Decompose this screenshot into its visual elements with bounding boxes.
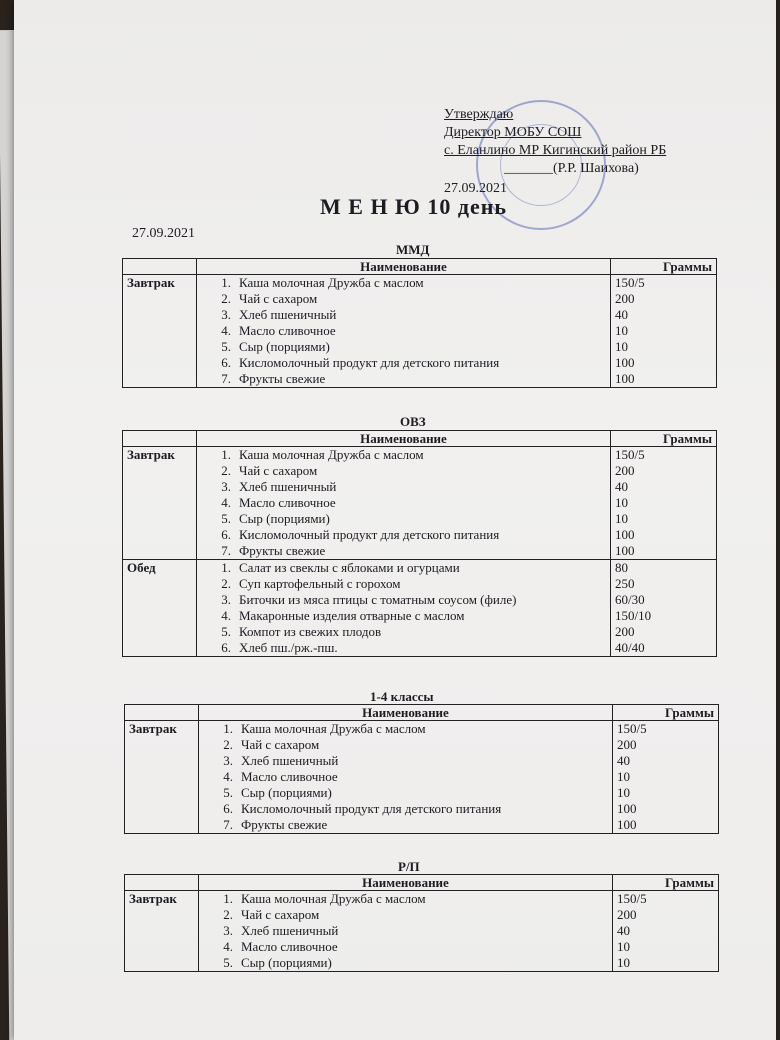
dish-grams: 100 (617, 801, 637, 816)
dish-name: Чай с сахаром (239, 463, 318, 478)
dish-grams: 10 (615, 323, 628, 338)
dish-number: 1. (221, 275, 231, 290)
dish-number: 3. (223, 753, 233, 768)
dish-item (201, 307, 606, 323)
menu-table-ovz (122, 430, 717, 657)
dish-number: 5. (223, 785, 233, 800)
table-header-row (123, 431, 717, 447)
dish-grams: 200 (617, 737, 637, 752)
dish-grams: 40 (617, 923, 630, 938)
dish-item (201, 495, 606, 511)
meal-label: Завтрак (125, 891, 199, 972)
dish-name: Кисломолочный продукт для детского питания (239, 355, 500, 370)
dish-item (201, 339, 606, 355)
dish-name: Масло сливочное (239, 495, 336, 510)
dish-grams: 40 (617, 753, 630, 768)
dish-list (201, 447, 606, 559)
approval-line-3: с. Еланлино МР Кигинский район РБ (444, 143, 667, 158)
dish-number: 3. (221, 479, 231, 494)
dish-name: Хлеб пш./рж.-пш. (239, 640, 338, 655)
dish-number: 6. (221, 640, 231, 655)
dish-item (203, 939, 608, 955)
dish-item (201, 275, 606, 291)
dish-number: 4. (221, 608, 231, 623)
meal-label: Завтрак (125, 721, 199, 834)
header-grams: Граммы (611, 431, 717, 447)
dish-number: 7. (223, 817, 233, 832)
dish-number: 4. (223, 939, 233, 954)
section-title-grades-1-4: 1-4 классы (370, 689, 434, 704)
dish-grams: 10 (615, 339, 628, 354)
dish-grams: 250 (615, 576, 635, 591)
dish-grams: 200 (615, 291, 635, 306)
dish-name: Биточки из мяса птицы с томатным соусом (филе) (239, 592, 517, 607)
header-name: Наименование (197, 259, 611, 275)
dish-grams: 200 (617, 907, 637, 922)
dish-item (201, 640, 606, 656)
dish-item (201, 527, 606, 543)
dish-item (203, 769, 608, 785)
dish-name: Компот из свежих плодов (239, 624, 382, 639)
dish-number: 1. (221, 447, 231, 462)
dish-number: 2. (223, 907, 233, 922)
header-name: Наименование (199, 705, 613, 721)
dish-number: 2. (221, 291, 231, 306)
dish-item (201, 511, 606, 527)
dish-list (203, 891, 608, 971)
dish-name: Кисломолочный продукт для детского питания (239, 527, 500, 542)
dish-name: Фрукты свежие (241, 817, 328, 832)
dish-grams: 200 (615, 463, 635, 478)
approval-line-2: Директор МОБУ СОШ (444, 125, 582, 140)
dish-name: Хлеб пшеничный (239, 479, 337, 494)
dish-name: Масло сливочное (239, 323, 336, 338)
grams-list (615, 447, 712, 559)
dish-name: Кисломолочный продукт для детского питания (241, 801, 502, 816)
header-name: Наименование (199, 875, 613, 891)
dish-number: 2. (221, 463, 231, 478)
dish-grams: 10 (617, 769, 630, 784)
dish-number: 4. (221, 323, 231, 338)
dish-number: 5. (221, 339, 231, 354)
dish-grams: 100 (615, 355, 635, 370)
dish-number: 6. (221, 527, 231, 542)
meal-row (125, 891, 719, 972)
dish-number: 6. (223, 801, 233, 816)
dish-grams: 150/10 (615, 608, 652, 623)
dish-name: Каша молочная Дружба с маслом (241, 721, 426, 736)
meal-label: Обед (123, 560, 197, 657)
dish-item (201, 463, 606, 479)
document-page (14, 0, 776, 1040)
dish-number: 5. (221, 624, 231, 639)
dish-grams: 60/30 (615, 592, 645, 607)
dish-name: Чай с сахаром (241, 737, 320, 752)
approval-block (444, 106, 754, 198)
meal-label: Завтрак (123, 447, 197, 560)
dish-name: Чай с сахаром (239, 291, 318, 306)
dish-number: 3. (221, 307, 231, 322)
dish-item (203, 753, 608, 769)
dish-grams: 100 (615, 371, 635, 386)
dish-name: Фрукты свежие (239, 543, 326, 558)
dish-name: Масло сливочное (241, 769, 338, 784)
dish-number: 3. (221, 592, 231, 607)
dish-name: Сыр (порциями) (241, 785, 332, 800)
dish-grams: 10 (617, 939, 630, 954)
dish-list (201, 560, 606, 656)
dish-number: 4. (223, 769, 233, 784)
dish-name: Сыр (порциями) (239, 339, 330, 354)
dish-number: 4. (221, 495, 231, 510)
dish-item (203, 891, 608, 907)
header-grams: Граммы (611, 259, 717, 275)
dish-item (203, 785, 608, 801)
section-title-mmd: ММД (396, 242, 430, 257)
menu-table-grades-1-4 (124, 704, 719, 834)
dish-item (201, 608, 606, 624)
dish-number: 2. (223, 737, 233, 752)
dish-number: 6. (221, 355, 231, 370)
dish-item (203, 907, 608, 923)
section-title-ovz: ОВЗ (400, 414, 426, 429)
dish-grams: 80 (615, 560, 628, 575)
grams-list (617, 891, 714, 971)
approval-signature-line: _______(Р.Р. Шаихова) (504, 161, 639, 176)
approval-date: 27.09.2021 (444, 181, 507, 196)
dish-name: Хлеб пшеничный (241, 923, 339, 938)
dish-name: Хлеб пшеничный (239, 307, 337, 322)
dish-grams: 40 (615, 479, 628, 494)
meal-row (123, 447, 717, 560)
dish-name: Салат из свеклы с яблоками и огурцами (239, 560, 460, 575)
dish-grams: 100 (617, 817, 637, 832)
dish-grams: 10 (617, 785, 630, 800)
approval-line-1: Утверждаю (444, 107, 514, 122)
dish-grams: 10 (615, 495, 628, 510)
header-grams: Граммы (613, 875, 719, 891)
dish-name: Чай с сахаром (241, 907, 320, 922)
grams-list (617, 721, 714, 833)
dish-name: Хлеб пшеничный (241, 753, 339, 768)
dish-grams: 40/40 (615, 640, 645, 655)
dish-number: 2. (221, 576, 231, 591)
dish-item (201, 479, 606, 495)
dish-grams: 150/5 (617, 721, 647, 736)
dish-item (203, 737, 608, 753)
dish-name: Фрукты свежие (239, 371, 326, 386)
dish-grams: 150/5 (617, 891, 647, 906)
dish-item (203, 955, 608, 971)
dish-list (201, 275, 606, 387)
section-title-rp: Р/П (398, 859, 420, 874)
dish-item (201, 291, 606, 307)
menu-table-mmd (122, 258, 717, 388)
dish-name: Сыр (порциями) (239, 511, 330, 526)
dish-item (201, 355, 606, 371)
menu-date: 27.09.2021 (132, 226, 195, 241)
dish-item (203, 721, 608, 737)
dish-item (203, 817, 608, 833)
table-header-row (125, 875, 719, 891)
dish-name: Каша молочная Дружба с маслом (239, 275, 424, 290)
meal-row (125, 721, 719, 834)
dish-item (201, 323, 606, 339)
menu-table-rp (124, 874, 719, 972)
dish-number: 5. (221, 511, 231, 526)
dish-item (201, 592, 606, 608)
dish-name: Масло сливочное (241, 939, 338, 954)
dish-number: 7. (221, 371, 231, 386)
dish-grams: 40 (615, 307, 628, 322)
meal-label: Завтрак (123, 275, 197, 388)
dish-item (201, 543, 606, 559)
dish-name: Каша молочная Дружба с маслом (239, 447, 424, 462)
dish-number: 5. (223, 955, 233, 970)
dish-grams: 10 (617, 955, 630, 970)
dish-name: Сыр (порциями) (241, 955, 332, 970)
dish-number: 7. (221, 543, 231, 558)
menu-title: М Е Н Ю 10 день (320, 194, 508, 219)
dish-name: Суп картофельный с горохом (239, 576, 401, 591)
dish-name: Макаронные изделия отварные с маслом (239, 608, 465, 623)
dish-item (201, 576, 606, 592)
dish-number: 1. (221, 560, 231, 575)
meal-row (123, 275, 717, 388)
dish-number: 1. (223, 721, 233, 736)
grams-list (615, 560, 712, 656)
dish-name: Каша молочная Дружба с маслом (241, 891, 426, 906)
dish-item (203, 923, 608, 939)
dish-grams: 150/5 (615, 275, 645, 290)
dish-grams: 10 (615, 511, 628, 526)
header-name: Наименование (197, 431, 611, 447)
dish-item (201, 560, 606, 576)
table-header-row (123, 259, 717, 275)
dish-item (201, 624, 606, 640)
dish-item (201, 371, 606, 387)
dish-grams: 200 (615, 624, 635, 639)
dish-item (203, 801, 608, 817)
grams-list (615, 275, 712, 387)
dish-item (201, 447, 606, 463)
dish-number: 1. (223, 891, 233, 906)
table-header-row (125, 705, 719, 721)
header-grams: Граммы (613, 705, 719, 721)
dish-list (203, 721, 608, 833)
meal-row (123, 560, 717, 657)
dish-grams: 100 (615, 543, 635, 558)
dish-grams: 100 (615, 527, 635, 542)
dish-number: 3. (223, 923, 233, 938)
dish-grams: 150/5 (615, 447, 645, 462)
